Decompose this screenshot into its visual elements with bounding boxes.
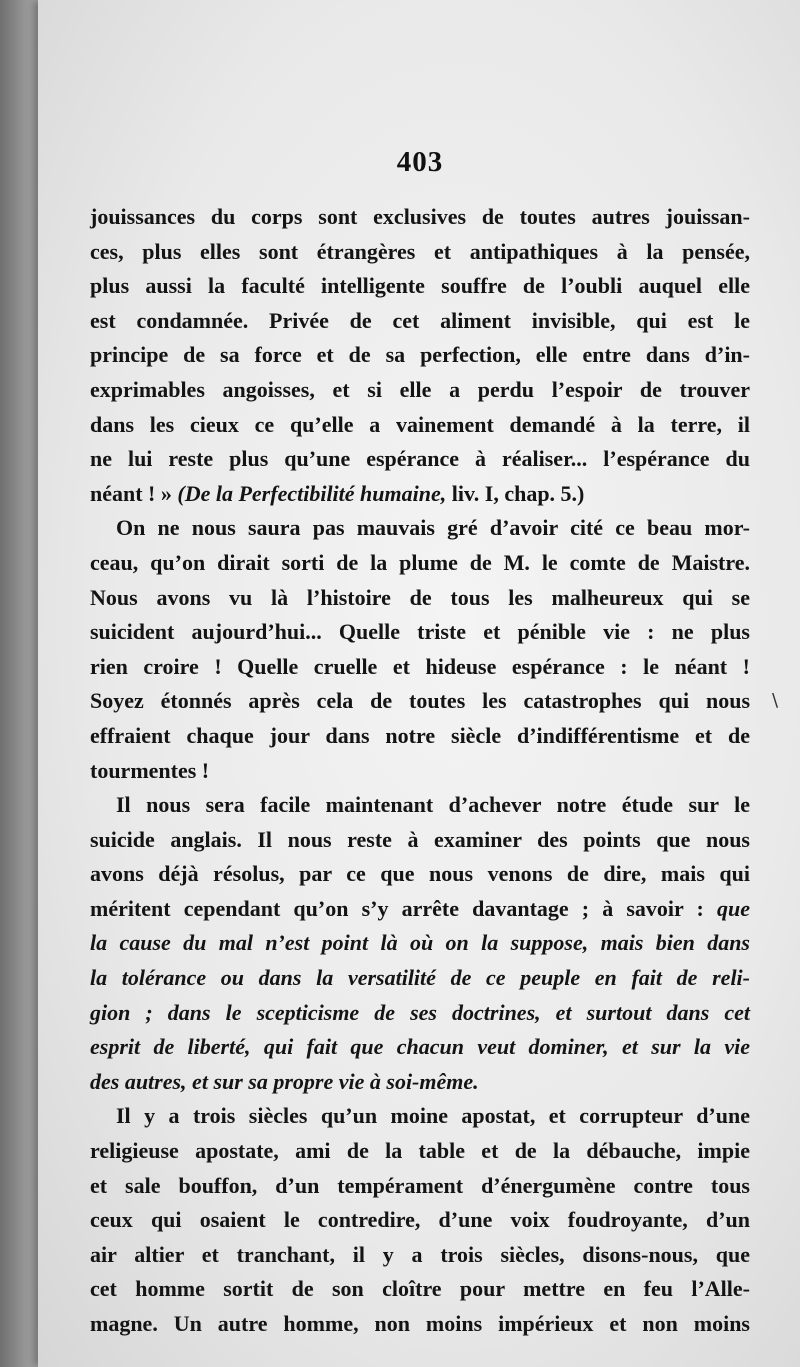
text-run: Il y a trois siècles qu’un moine apostat, et corrupteur d’une	[116, 1103, 750, 1129]
text-run: exprimables angoisses, et si elle a perdu l’espoir de trouver	[90, 376, 750, 402]
italic-text-run: des autres, et sur sa propre vie à soi-même.	[90, 1068, 479, 1094]
text-line	[90, 684, 750, 719]
text-line	[90, 200, 750, 235]
body-text	[90, 200, 750, 1342]
text-line	[90, 511, 750, 546]
text-run: ne lui reste plus qu’une espérance à réaliser... l’espérance du	[90, 446, 750, 472]
text-line	[90, 1272, 750, 1307]
text-line	[90, 823, 750, 858]
text-run: religieuse apostate, ami de la table et de la débauche, impie	[90, 1138, 750, 1164]
text-run: Il nous sera facile maintenant d’achever notre étude sur le	[116, 792, 750, 818]
text-line	[90, 235, 750, 270]
text-run: ces, plus elles sont étrangères et antipathiques à la pensée,	[90, 238, 750, 264]
text-run: On ne nous saura pas mauvais gré d’avoir cité ce beau mor-	[116, 515, 750, 541]
text-line	[90, 1169, 750, 1204]
text-run: effraient chaque jour dans notre siècle d’indifférentisme et de	[90, 722, 750, 748]
text-run: suicident aujourd’hui... Quelle triste et pénible vie : ne plus	[90, 619, 750, 645]
text-line	[90, 304, 750, 339]
text-line	[90, 1238, 750, 1273]
text-line	[90, 857, 750, 892]
text-line	[90, 581, 750, 616]
italic-text-run: la tolérance ou dans la versatilité de ce peuple en fait de reli-	[90, 965, 750, 991]
text-line	[90, 442, 750, 477]
text-line	[90, 650, 750, 685]
text-run: ceux qui osaient le contredire, d’une voix foudroyante, d’un	[90, 1207, 750, 1233]
italic-text-run: esprit de liberté, qui fait que chacun veut dominer, et sur la vie	[90, 1034, 750, 1060]
text-line	[90, 546, 750, 581]
italic-text-run: la cause du mal n’est point là où on la suppose, mais bien dans	[90, 930, 750, 956]
text-run: dans les cieux ce qu’elle a vainement demandé à la terre, il	[90, 411, 750, 437]
text-line	[90, 788, 750, 823]
text-run: plus aussi la faculté intelligente souffre de l’oubli auquel elle	[90, 273, 750, 299]
text-line	[90, 1134, 750, 1169]
text-run: ceau, qu’on dirait sorti de la plume de M. le comte de Maistre.	[90, 549, 750, 575]
italic-text-run: (De la Perfectibilité humaine,	[177, 480, 447, 506]
text-line	[90, 961, 750, 996]
text-run: rien croire ! Quelle cruelle et hideuse espérance : le néant !	[90, 653, 750, 679]
page-number: 403	[396, 146, 444, 178]
text-run: jouissances du corps sont exclusives de toutes autres jouissan-	[90, 204, 750, 229]
text-line	[90, 1065, 750, 1100]
text-run: tourmentes !	[90, 757, 210, 783]
text-line	[90, 996, 750, 1031]
text-line	[90, 1030, 750, 1065]
text-line	[90, 1099, 750, 1134]
italic-text-run: que	[717, 895, 750, 921]
book-page	[38, 0, 800, 1367]
margin-mark: \	[772, 690, 779, 711]
italic-text-run: gion ; dans le scepticisme de ses doctrines, et surtout dans cet	[90, 999, 750, 1025]
text-run: Soyez étonnés après cela de toutes les catastrophes qui nous	[90, 688, 750, 714]
text-run: néant ! »	[90, 480, 178, 506]
text-run: est condamnée. Privée de cet aliment invisible, qui est le	[90, 307, 750, 333]
text-line	[90, 1307, 750, 1342]
text-run: et sale bouffon, d’un tempérament d’énergumène contre tous	[90, 1172, 750, 1198]
text-run: liv. I, chap. 5.)	[446, 480, 585, 506]
text-line	[90, 926, 750, 961]
text-line	[90, 338, 750, 373]
text-run: suicide anglais. Il nous reste à examiner des points que nous	[90, 826, 750, 852]
text-run: Nous avons vu là l’histoire de tous les malheureux qui se	[90, 584, 750, 610]
text-run: avons déjà résolus, par ce que nous venons de dire, mais qui	[90, 861, 750, 887]
text-line	[90, 477, 750, 512]
text-line	[90, 754, 750, 789]
text-line	[90, 408, 750, 443]
text-line	[90, 615, 750, 650]
text-line	[90, 1203, 750, 1238]
text-run: air altier et tranchant, il y a trois siècles, disons-nous, que	[90, 1241, 750, 1267]
text-line	[90, 892, 750, 927]
text-run: magne. Un autre homme, non moins impérieux et non moins	[90, 1311, 750, 1336]
text-run: cet homme sortit de son cloître pour mettre en feu l’Alle-	[90, 1276, 750, 1302]
text-line	[90, 373, 750, 408]
text-line	[90, 719, 750, 754]
text-run: principe de sa force et de sa perfection, elle entre dans d’in-	[90, 342, 750, 368]
text-line	[90, 269, 750, 304]
text-run: méritent cependant qu’on s’y arrête davantage ; à savoir :	[90, 895, 717, 921]
